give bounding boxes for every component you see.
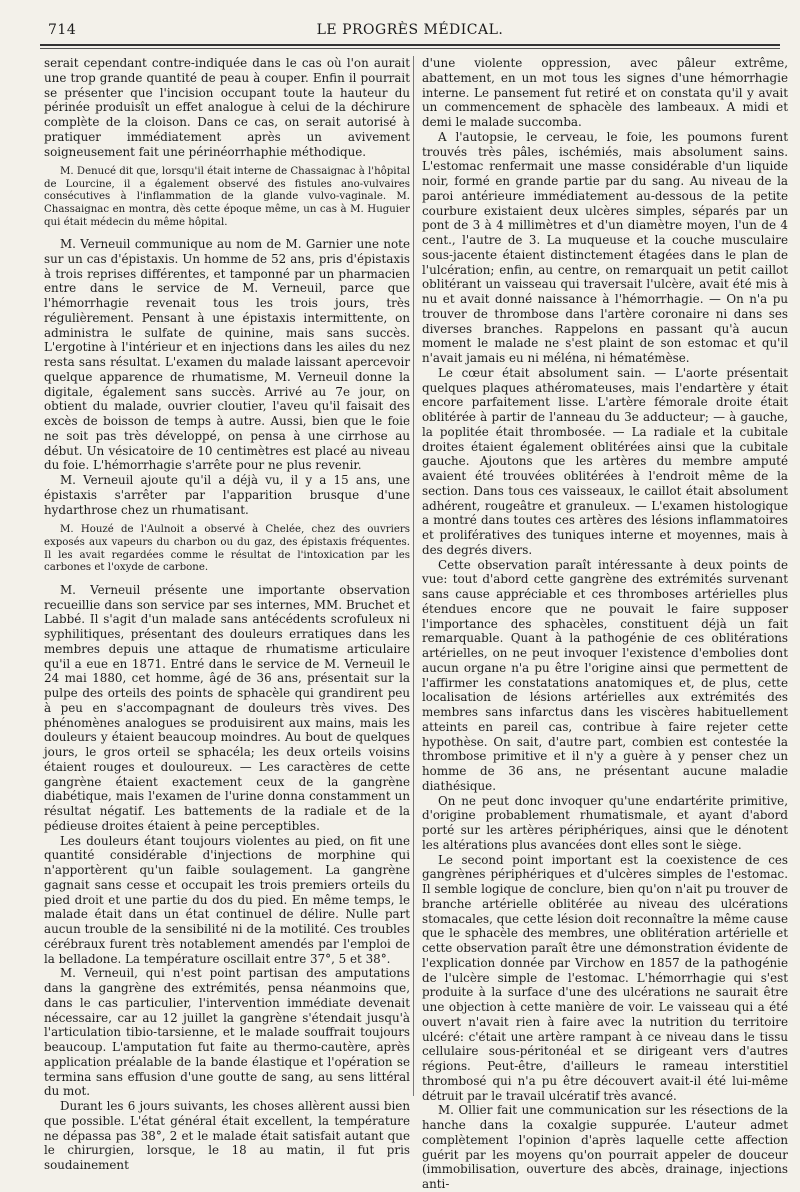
header-rule: [40, 44, 780, 46]
body-paragraph: Cette observation paraît intéressante à deux points de vue: tout d'abord cette gangrène des extrémités survenant sans cause appréciable et ces thromboses artérielles plus étendues encore que ne pouvait le faire supposer l'importance des sphacèles, constituent déjà un fait remarquable. Quant à la pathogénie de ces oblitérations artérielles, on ne peut invoquer l'existence d'embolies dont aucun organe n'a pu être l'origine ainsi que permettent de l'affirmer les constatations anatomiques et, de plus, cette localisation de lésions artérielles aux extrémités des membres sans infarctus dans les viscères habituellement atteints en pareil cas, contribue à faire rejeter cette hypothèse. On sait, d'autre part, combien est contestée la thrombose primitive et il n'y a guère à y penser chez un homme de 36 ans, ne présentant aucune maladie diathésique.: [422, 557, 788, 793]
remark-paragraph: M. Denucé dit que, lorsqu'il était interne de Chassaignac à l'hôpital de Lourcine, il a également observé des fistules ano-vulvaires consécutives à l'inflammation de la glande vulvo-vaginale. M. Chassaignac en montra, dès cette époque même, un cas à M. Huguier qui était médecin du même hôpital.: [44, 166, 410, 228]
body-paragraph: Les douleurs étant toujours violentes au pied, on fit une quantité considérable d'injections de morphine qui n'apportèrent qu'un faible soulagement. La gangrène gagnait sans cesse et occupait les trois premiers orteils du pied droit et une partie du dos du pied. En même temps, le malade était dans un état continuel de délire. Nulle part aucun trouble de la sensibilité ni de la motilité. Ces troubles cérébraux furent très notablement amendés par l'emploi de la belladone. La température oscillait entre 37°, 5 et 38°.: [44, 833, 410, 966]
body-paragraph: Durant les 6 jours suivants, les choses allèrent aussi bien que possible. L'état général était excellent, la température ne dépassa pas 38°, 2 et le malade était satisfait autant que le chirurgien, lorsque, le 18 au matin, il fut pris soudainement: [44, 1099, 410, 1173]
body-paragraph: M. Verneuil, qui n'est point partisan des amputations dans la gangrène des extrémités, pensa néanmoins que, dans le cas particulier, l'intervention immédiate devenait nécessaire, car au 12 juillet la gangrène s'étendait jusqu'à l'articulation tibio-tarsienne, et le malade souffrait toujours beaucoup. L'amputation fut faite au thermo-cautère, après application préalable de la bande élastique et l'opération se termina sans effusion d'une goutte de sang, au sens littéral du mot.: [44, 966, 410, 1099]
journal-title: LE PROGRÈS MÉDICAL.: [316, 22, 504, 38]
body-paragraph: On ne peut donc invoquer qu'une endartérite primitive, d'origine probablement rhumatismale, et ayant d'abord porté sur les artères périphériques, ainsi que le dénotent les altérations plus avancées dont elles sont le siège.: [422, 793, 788, 852]
body-paragraph: M. Ollier fait une communication sur les résections de la hanche dans la coxalgie suppurée. L'auteur admet complètement l'opinion d'après laquelle cette affection guérit par les moyens qu'on pourrait appeler de douceur (immobilisation, ouverture des abcès, drainage, injections anti-: [422, 1103, 788, 1191]
body-paragraph: M. Verneuil communique au nom de M. Garnier une note sur un cas d'épistaxis. Un homme de 52 ans, pris d'épistaxis à trois reprises différentes, et tamponné par un pharmacien entre dans le service de M. Verneuil, parce que l'hémorrhagie revenait tous les trois jours, très régulièrement. Pensant à une épistaxis intermittente, on administra le sulfate de quinine, mais sans succès. L'ergotine à l'intérieur et en injections dans les ailes du nez resta sans résultat. L'examen du malade laissant apercevoir quelque apparence de rhumatisme, M. Verneuil donne la digitale, également sans succès. Arrivé au 7e jour, on obtient du malade, ouvrier cloutier, l'aveu qu'il faisait des excès de boisson de temps à autre. Aussi, bien que le foie ne soit pas très développé, on pensa à une cirrhose au début. Un vésicatoire de 10 centimètres est placé au niveau du foie. L'hémorrhagie s'arrête pour ne plus revenir.: [44, 237, 410, 473]
body-paragraph: Le cœur était absolument sain. — L'aorte présentait quelques plaques athéromateuses, mais l'endartère y était encore parfaitement lisse. L'artère fémorale droite était oblitérée à partir de l'anneau du 3e adducteur; — à gauche, la poplitée était thrombosée. — La radiale et la cubitale droites étaient également oblitérées ainsi que la cubitale gauche. Ajoutons que les artères du membre amputé avaient été trouvées oblitérées à l'endroit même de la section. Dans tous ces vaisseaux, le caillot était absolument adhérent, rougeâtre et granuleux. — L'examen histologique a montré dans toutes ces artères des lésions inflammatoires et prolifératives des tuniques interne et moyennes, mais à des degrés divers.: [422, 365, 788, 557]
body-paragraph: M. Verneuil présente une importante observation recueillie dans son service par ses internes, MM. Bruchet et Labbé. Il s'agit d'un malade sans antécédents scrofuleux ni syphilitiques, présentant des douleurs erratiques dans les membres depuis une attaque de rhumatisme articulaire qu'il a eue en 1871. Entré dans le service de M. Verneuil le 24 mai 1880, cet homme, âgé de 36 ans, présentait sur la pulpe des orteils des points de sphacèle qui grandirent peu à peu en s'accompagnant de douleurs très vives. Des phénomènes analogues se produisirent aux mains, mais les douleurs y étaient beaucoup moindres. Au bout de quelques jours, le gros orteil se sphacéla; les deux orteils voisins étaient rouges et douloureux. — Les caractères de cette gangrène étaient exactement ceux de la gangrène diabétique, mais l'examen de l'urine donna constamment un résultat négatif. Les battements de la radiale et de la pédieuse droites étaient à peine perceptibles.: [44, 582, 410, 833]
right-column: [422, 56, 788, 1191]
body-paragraph: A l'autopsie, le cerveau, le foie, les poumons furent trouvés très pâles, ischémiés, mais absolument sains. L'estomac renfermait une masse considérable d'un liquide noir, formé en grande partie par du sang. Au niveau de la paroi antérieure immédiatement au-dessous de la petite courbure existaient deux ulcères simples, séparés par un pont de 3 à 4 millimètres et d'un diamètre moyen, l'un de 4 cent., l'autre de 3. La muqueuse et la couche musculaire sous-jacente étaient distinctement étagées dans le plan de l'ulcération; enfin, au centre, on remarquait un petit caillot oblitérant un vaisseau qui traversait l'ulcère, avait été mis à nu et avait donné naissance à l'hémorrhagie. — On n'a pu trouver de thrombose dans l'artère coronaire ni dans ses diverses branches. Rappelons en passant qu'à aucun moment le malade ne s'est plaint de son estomac et qu'il n'avait jamais eu ni méléna, ni hématémèse.: [422, 129, 788, 365]
body-paragraph: serait cependant contre-indiquée dans le cas où l'on aurait une trop grande quantité de peau à couper. Enfin il pourrait se présenter que l'incision occupant toute la hauteur du périnée produisît un effet analogue à celui de la déchirure complète de la cloison. Dans ce cas, on serait autorisé à pratiquer immédiatement après un avivement soigneusement fait une périnéorrhaphie méthodique.: [44, 56, 410, 159]
body-paragraph: d'une violente oppression, avec pâleur extrême, abattement, en un mot tous les signes d'une hémorrhagie interne. Le pansement fut retiré et on constata qu'il y avait un commencement de sphacèle des lambeaux. A midi et demi le malade succomba.: [422, 56, 788, 129]
page-header: [40, 22, 780, 42]
header-rule-thin: [40, 48, 780, 49]
page-number: 714: [48, 22, 77, 38]
left-column: [44, 56, 410, 1173]
remark-paragraph: M. Houzé de l'Aulnoit a observé à Chelée, chez des ouvriers exposés aux vapeurs du charbon ou du gaz, des épistaxis fréquentes. Il les avait regardées comme le résultat de l'intoxication par les carbones et l'oxyde de carbone.: [44, 524, 410, 574]
body-paragraph: Le second point important est la coexistence de ces gangrènes périphériques et d'ulcères simples de l'estomac. Il semble logique de conclure, bien qu'on n'ait pu trouver de branche artérielle oblitérée au niveau des ulcérations stomacales, que cette lésion doit reconnaître la même cause que le sphacèle des membres, une oblitération artérielle et cette observation paraît être une démonstration évidente de l'explication donnée par Virchow en 1857 de la pathogénie de l'ulcère simple de l'estomac. L'hémorrhagie qui s'est produite à la surface d'une des ulcérations ne saurait être une objection à cette manière de voir. Le vaisseau qui a été ouvert n'avait rien à faire avec la nutrition du territoire ulcéré: c'était une artère rampant à ce niveau dans le tissu cellulaire sous-péritonéal et se dirigeant vers d'autres régions. Peut-être, d'ailleurs le rameau interstitiel thrombosé qui n'a pu être découvert avait-il été lui-même détruit par le travail ulcératif très avancé.: [422, 852, 788, 1103]
column-divider: [413, 56, 414, 1096]
body-paragraph: M. Verneuil ajoute qu'il a déjà vu, il y a 15 ans, une épistaxis s'arrêter par l'apparition brusque d'une hydarthrose chez un rhumatisant.: [44, 473, 410, 517]
